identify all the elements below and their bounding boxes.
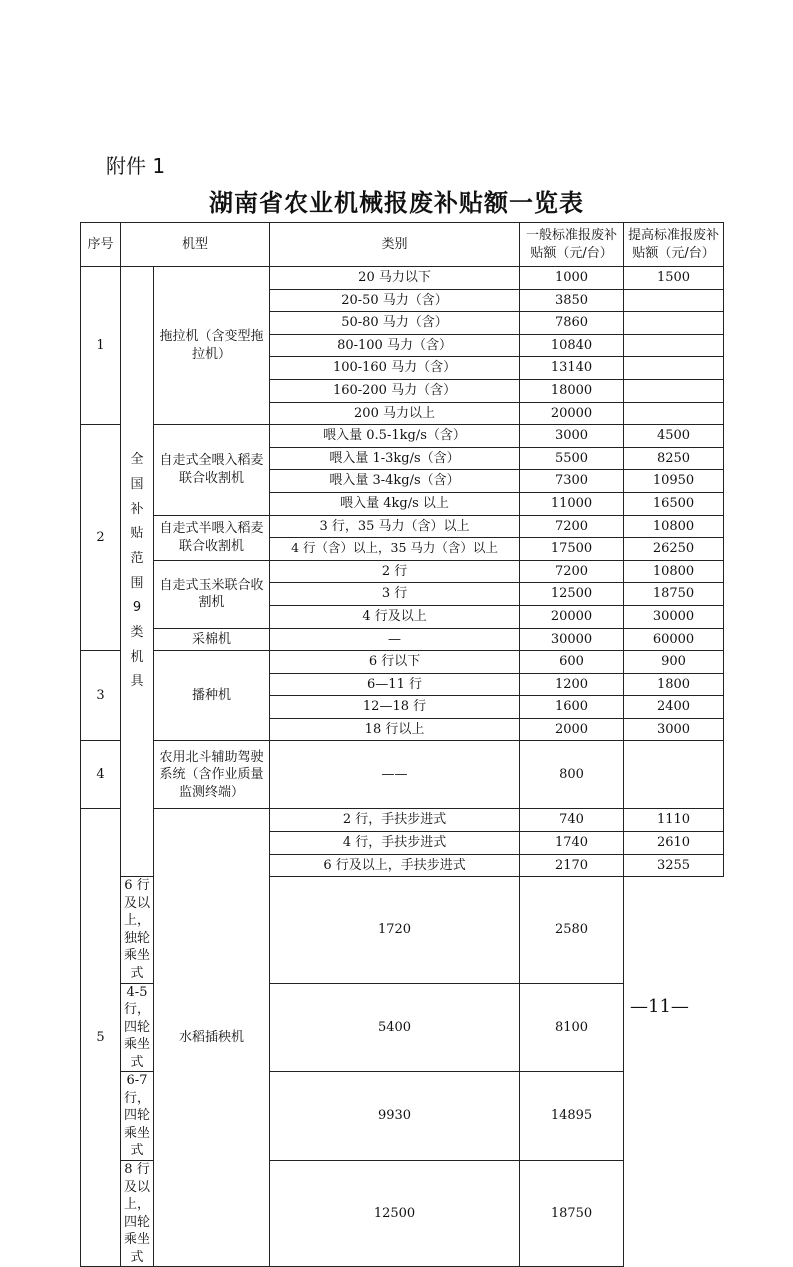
standard-cell: 10840 [520,334,624,357]
machine-type: 自走式半喂入稻麦联合收割机 [154,515,270,560]
standard-cell: 2170 [520,854,624,877]
table-row [81,741,724,809]
category-cell: 4 行及以上 [270,605,520,628]
raised-cell: 8250 [624,447,724,470]
raised-cell: 10800 [624,560,724,583]
machine-type: 自走式全喂入稻麦联合收割机 [154,425,270,515]
category-cell: 6—11 行 [270,673,520,696]
header-category: 类别 [270,223,520,267]
machine-type: 自走式玉米联合收割机 [154,560,270,628]
standard-cell: 800 [520,741,624,809]
table-header-row [81,223,724,267]
header-seq: 序号 [81,223,121,267]
machine-type: 采棉机 [154,628,270,651]
standard-cell: 12500 [520,583,624,606]
category-cell: 6 行及以上，手扶步进式 [270,854,520,877]
raised-cell: 2610 [624,832,724,855]
category-cell: 2 行，手扶步进式 [270,809,520,832]
table-row [81,425,724,448]
raised-cell: 18750 [624,583,724,606]
standard-cell: 1740 [520,832,624,855]
raised-cell: 60000 [624,628,724,651]
machine-type: 农用北斗辅助驾驶系统（含作业质量监测终端） [154,741,270,809]
raised-cell: 900 [624,651,724,674]
table-row [81,628,724,651]
raised-cell: 26250 [624,538,724,561]
table-row [81,809,724,832]
table-row [81,515,724,538]
category-cell: 4-5 行，四轮乘坐式 [121,983,154,1072]
category-cell: 喂入量 3-4kg/s（含） [270,470,520,493]
standard-cell: 1600 [520,696,624,719]
raised-cell: 1110 [624,809,724,832]
table-row [81,267,724,290]
standard-cell: 740 [520,809,624,832]
category-cell: 6-7 行，四轮乘坐式 [121,1072,154,1161]
attachment-label: 附件 1 [106,154,166,178]
category-cell: 8 行及以上，四轮乘坐式 [121,1161,154,1267]
scope-label [121,267,154,877]
standard-cell: 3850 [520,289,624,312]
raised-cell [624,357,724,380]
raised-cell: 16500 [624,492,724,515]
standard-cell: 18000 [520,379,624,402]
category-cell: 4 行，手扶步进式 [270,832,520,855]
raised-cell: 4500 [624,425,724,448]
raised-cell: 1500 [624,267,724,290]
category-cell: 4 行（含）以上，35 马力（含）以上 [270,538,520,561]
raised-cell [624,312,724,335]
standard-cell: 5500 [520,447,624,470]
raised-cell: 2580 [520,877,624,983]
category-cell: 喂入量 4kg/s 以上 [270,492,520,515]
standard-cell: 13140 [520,357,624,380]
raised-cell: 3000 [624,718,724,741]
raised-cell: 30000 [624,605,724,628]
category-cell: 6 行及以上，独轮乘坐式 [121,877,154,983]
standard-cell: 2000 [520,718,624,741]
raised-cell: 8100 [520,983,624,1072]
raised-cell: 14895 [520,1072,624,1161]
standard-cell: 11000 [520,492,624,515]
standard-cell: 7300 [520,470,624,493]
raised-cell: 2400 [624,696,724,719]
raised-cell: 18750 [520,1161,624,1267]
machine-type: 拖拉机（含变型拖拉机） [154,267,270,425]
raised-cell: 10950 [624,470,724,493]
category-cell: — [270,628,520,651]
raised-cell: 1800 [624,673,724,696]
standard-cell: 5400 [270,983,520,1072]
raised-cell [624,334,724,357]
raised-cell: 10800 [624,515,724,538]
seq-cell: 1 [81,267,121,425]
category-cell: 20 马力以下 [270,267,520,290]
standard-cell: 7200 [520,560,624,583]
machine-type: 播种机 [154,651,270,741]
seq-cell: 5 [81,809,121,1267]
category-cell: 3 行，35 马力（含）以上 [270,515,520,538]
category-cell: 喂入量 0.5-1kg/s（含） [270,425,520,448]
machine-type: 水稻插秧机 [154,809,270,1267]
category-cell: 160-200 马力（含） [270,379,520,402]
category-cell: 2 行 [270,560,520,583]
standard-cell: 1720 [270,877,520,983]
category-cell: 喂入量 1-3kg/s（含） [270,447,520,470]
raised-cell: 3255 [624,854,724,877]
standard-cell: 30000 [520,628,624,651]
category-cell: 200 马力以上 [270,402,520,425]
category-cell: 20-50 马力（含） [270,289,520,312]
category-cell: 6 行以下 [270,651,520,674]
standard-cell: 7200 [520,515,624,538]
category-cell: 12—18 行 [270,696,520,719]
seq-cell: 2 [81,425,121,651]
standard-cell: 600 [520,651,624,674]
page-number: —11— [630,996,689,1017]
header-model: 机型 [121,223,270,267]
standard-cell: 20000 [520,605,624,628]
category-cell: 100-160 马力（含） [270,357,520,380]
category-cell: —— [270,741,520,809]
header-standard: 一般标准报废补贴额（元/台） [520,223,624,267]
page-title: 湖南省农业机械报废补贴额一览表 [209,188,584,217]
scope-label-text: 全国补贴范围9类机具 [130,452,144,690]
standard-cell: 1000 [520,267,624,290]
category-cell: 3 行 [270,583,520,606]
standard-cell: 9930 [270,1072,520,1161]
seq-cell: 4 [81,741,121,809]
table-row [81,651,724,674]
category-cell: 18 行以上 [270,718,520,741]
standard-cell: 12500 [270,1161,520,1267]
raised-cell [624,379,724,402]
table-row [81,560,724,583]
standard-cell: 3000 [520,425,624,448]
category-cell: 80-100 马力（含） [270,334,520,357]
raised-cell [624,741,724,809]
raised-cell [624,289,724,312]
category-cell: 50-80 马力（含） [270,312,520,335]
standard-cell: 7860 [520,312,624,335]
standard-cell: 17500 [520,538,624,561]
header-raised: 提高标准报废补贴额（元/台） [624,223,724,267]
standard-cell: 1200 [520,673,624,696]
subsidy-table [80,222,724,1267]
standard-cell: 20000 [520,402,624,425]
seq-cell: 3 [81,651,121,741]
raised-cell [624,402,724,425]
